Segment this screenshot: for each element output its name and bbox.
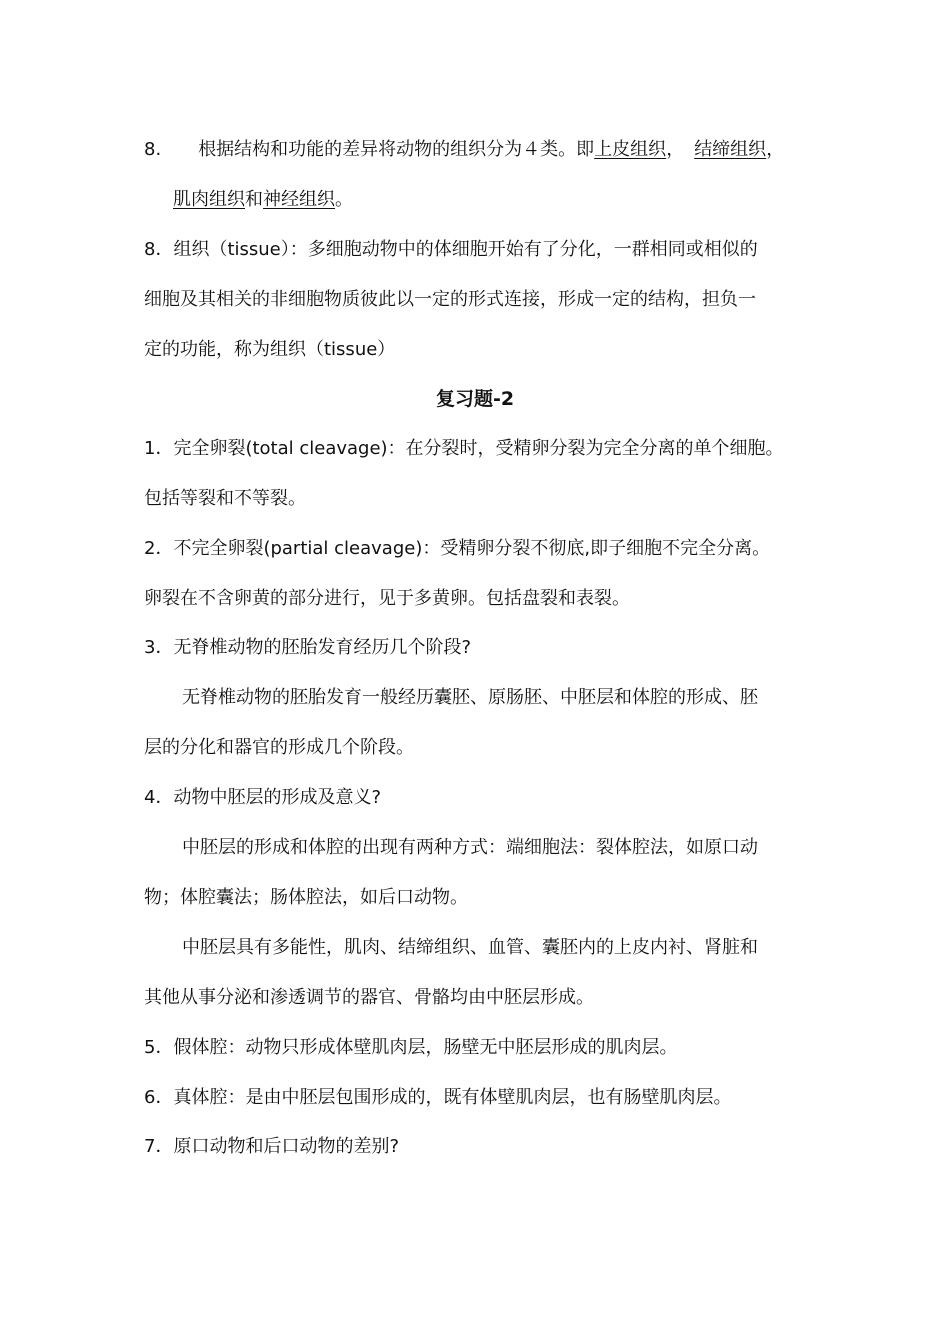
q1-line-2: 包括等裂和不等裂。 bbox=[144, 488, 306, 509]
q2-line-1: 2．不完全卵裂(partial cleavage)：受精卵分裂不彻底,即子细胞不完全分离。 bbox=[144, 538, 771, 559]
q3-answer-line-1: 无脊椎动物的胚胎发育一般经历囊胚、原肠胚、中胚层和体腔的形成、胚 bbox=[182, 687, 758, 708]
q1-line-1: 1．完全卵裂(total cleavage)：在分裂时，受精卵分裂为完全分离的单个细胞。 bbox=[144, 438, 784, 459]
q3-answer-line-2: 层的分化和器官的形成几个阶段。 bbox=[144, 737, 414, 758]
tissue-definition-line-1: 8．组织（tissue）：多细胞动物中的体细胞开始有了分化，一群相同或相似的 bbox=[144, 239, 758, 260]
paragraph-8-tissue-types-cont: 肌肉组织和神经组织。 bbox=[173, 189, 353, 210]
q4-answer-2-line-1: 中胚层具有多能性，肌肉、结缔组织、血管、囊胚内的上皮内衬、肾脏和 bbox=[182, 937, 758, 958]
q4-answer-2-line-2: 其他从事分泌和渗透调节的器官、骨骼均由中胚层形成。 bbox=[144, 987, 594, 1008]
q2-line-2: 卵裂在不含卵黄的部分进行，见于多黄卵。包括盘裂和表裂。 bbox=[144, 588, 630, 609]
tissue-definition-line-3: 定的功能，称为组织（tissue） bbox=[144, 339, 396, 360]
q7-line: 7．原口动物和后口动物的差别? bbox=[144, 1136, 400, 1157]
q4-answer-1-line-1: 中胚层的形成和体腔的出现有两种方式：端细胞法：裂体腔法，如原口动 bbox=[182, 837, 758, 858]
tissue-definition-line-2: 细胞及其相关的非细胞物质彼此以一定的形式连接，形成一定的结构，担负一 bbox=[144, 289, 756, 310]
q6-line: 6．真体腔：是由中胚层包围形成的，既有体壁肌肉层，也有肠壁肌肉层。 bbox=[144, 1087, 732, 1108]
paragraph-text: 根据结构和功能的差异将动物的组织分为４类。即 bbox=[198, 139, 595, 160]
q5-line: 5．假体腔：动物只形成体壁肌肉层，肠壁无中胚层形成的肌肉层。 bbox=[144, 1037, 678, 1058]
q4-answer-1-line-2: 物；体腔囊法；肠体腔法，如后口动物。 bbox=[144, 887, 468, 908]
term-connective: 结缔组织 bbox=[694, 139, 767, 160]
term-nervous: 神经组织 bbox=[263, 189, 335, 210]
term-muscle: 肌肉组织 bbox=[173, 189, 245, 210]
paragraph-8-tissue-types: 8. 根据结构和功能的差异将动物的组织分为４类。即上皮组织， 结缔组织， bbox=[144, 139, 785, 160]
section-heading: 复习题-2 bbox=[435, 388, 515, 410]
term-epithelial: 上皮组织 bbox=[594, 139, 667, 160]
item-number: 8. bbox=[144, 139, 162, 160]
q3-question: 3．无脊椎动物的胚胎发育经历几个阶段? bbox=[144, 637, 472, 658]
q4-question: 4．动物中胚层的形成及意义? bbox=[144, 787, 382, 808]
